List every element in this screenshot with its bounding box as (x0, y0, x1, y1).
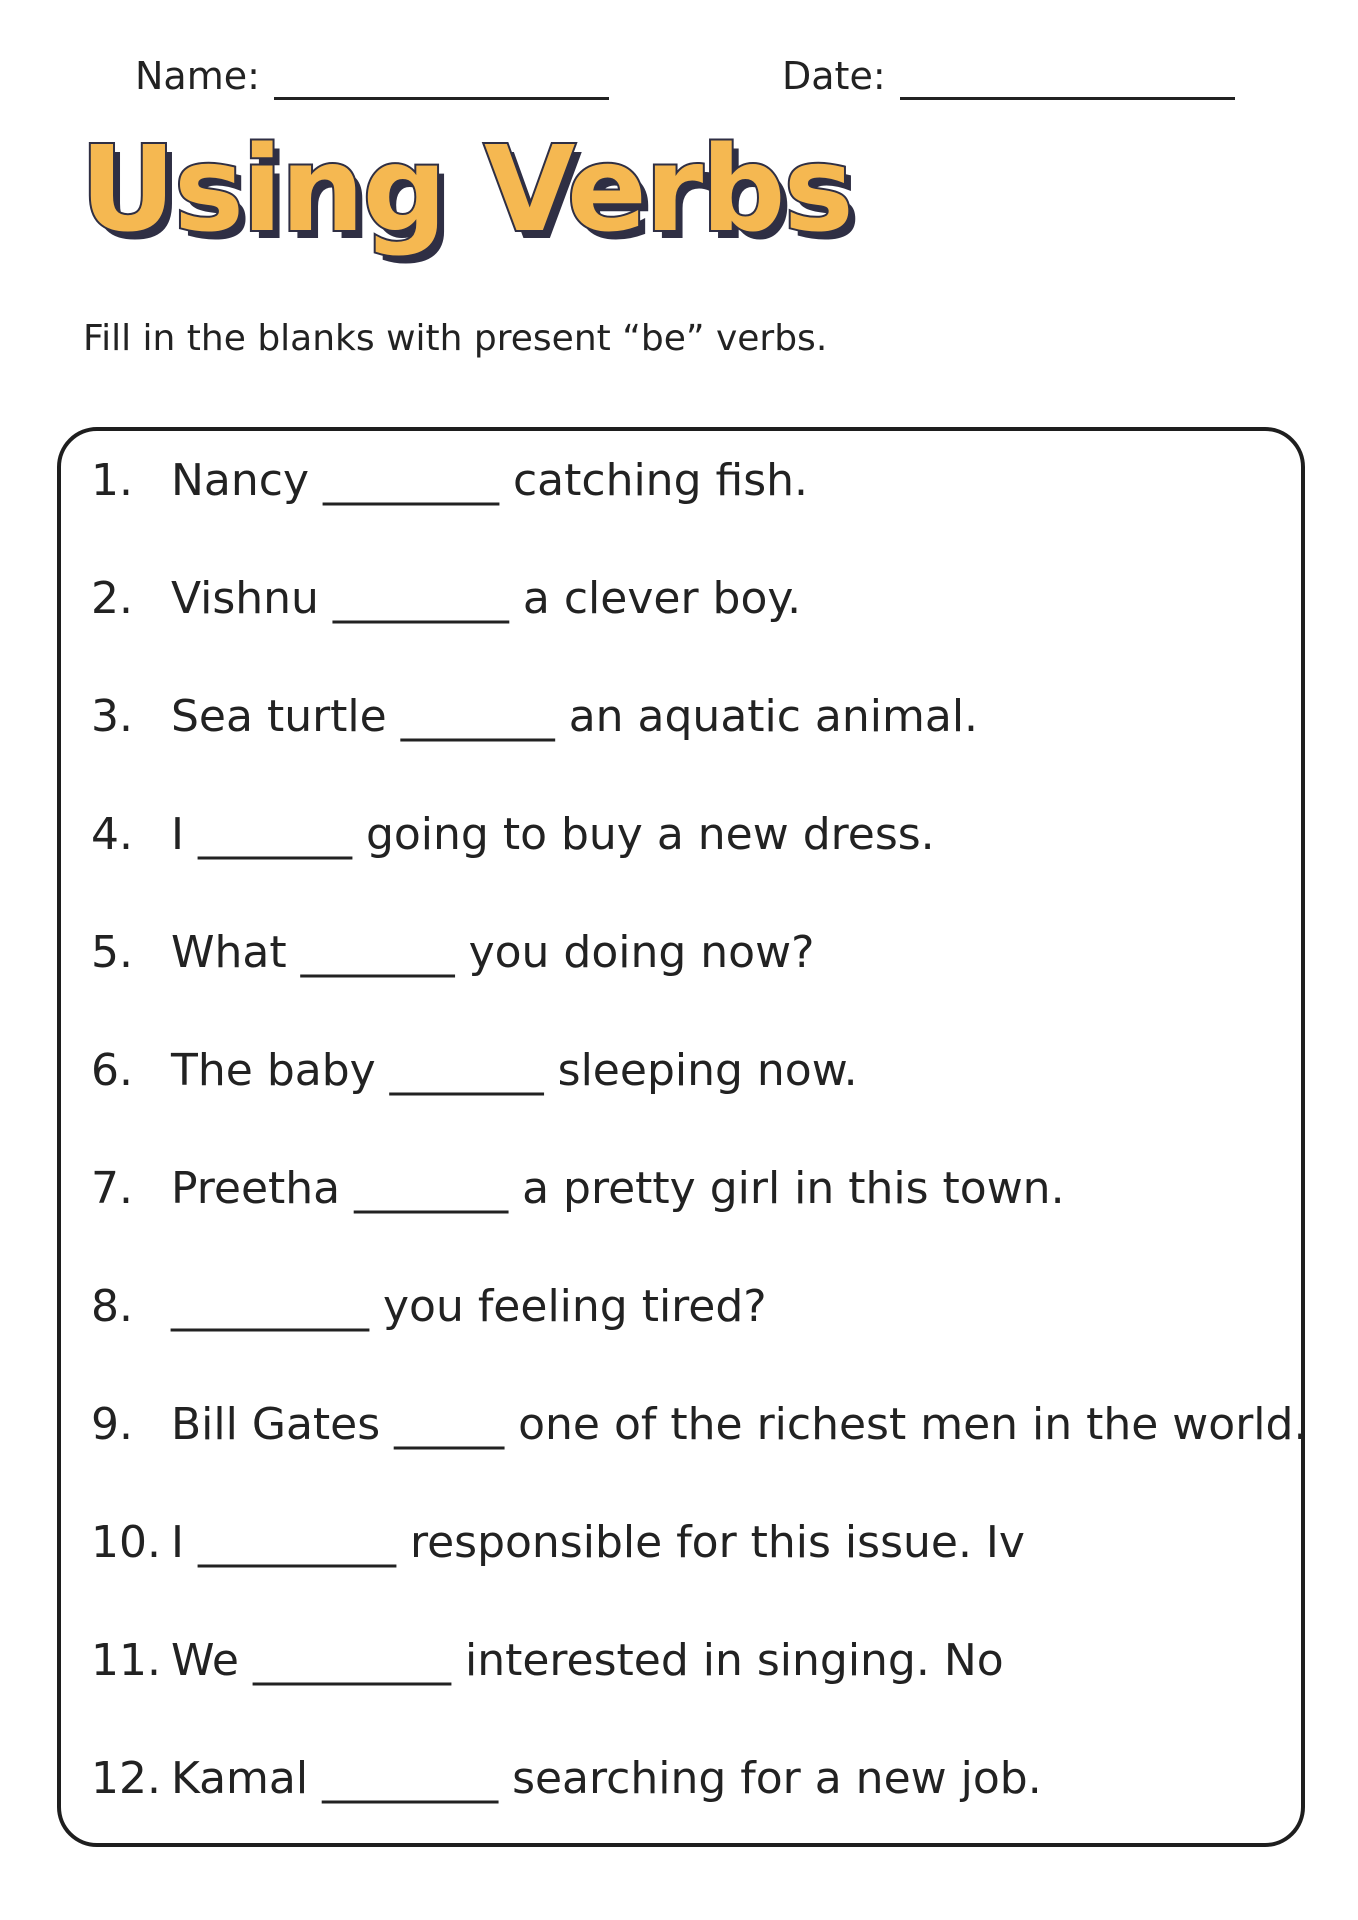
question-text: Kamal ________ searching for a new job. (171, 1753, 1042, 1804)
question-item (91, 1749, 1042, 1809)
question-text: We _________ interested in singing. No (171, 1635, 1004, 1686)
question-item (91, 1159, 1065, 1219)
question-item (91, 451, 808, 511)
question-item (91, 1513, 1025, 1573)
date-field (782, 52, 1235, 100)
question-number: 8. (91, 1281, 133, 1332)
question-number: 6. (91, 1045, 133, 1096)
name-label: Name: (135, 54, 260, 98)
name-blank-line[interactable] (274, 57, 609, 100)
question-number: 7. (91, 1163, 133, 1214)
question-text: I _________ responsible for this issue. Iv (171, 1517, 1025, 1568)
question-text: What _______ you doing now? (171, 927, 815, 978)
question-box (57, 427, 1308, 1847)
question-item (91, 569, 801, 629)
question-number: 12. (91, 1753, 161, 1804)
question-item (91, 687, 978, 747)
date-label: Date: (782, 54, 886, 98)
question-text: Sea turtle _______ an aquatic animal. (171, 691, 979, 742)
name-field (135, 52, 609, 100)
question-item (91, 1041, 858, 1101)
question-item (91, 1631, 1004, 1691)
header-row (0, 52, 1358, 112)
question-item (91, 805, 935, 865)
question-text: _________ you feeling tired? (171, 1281, 767, 1332)
question-number: 2. (91, 573, 133, 624)
question-number: 11. (91, 1635, 161, 1686)
instructions: Fill in the blanks with present “be” verbs. (83, 318, 828, 359)
question-number: 9. (91, 1399, 133, 1450)
question-text: Vishnu ________ a clever boy. (171, 573, 802, 624)
worksheet-title: Using Verbs (80, 120, 852, 258)
question-text: The baby _______ sleeping now. (171, 1045, 858, 1096)
question-number: 4. (91, 809, 133, 860)
question-item (91, 1277, 767, 1337)
question-number: 3. (91, 691, 133, 742)
date-blank-line[interactable] (900, 57, 1235, 100)
question-number: 10. (91, 1517, 161, 1568)
question-item (91, 923, 814, 983)
question-text: I _______ going to buy a new dress. (171, 809, 935, 860)
question-text: Nancy ________ catching fish. (171, 455, 808, 506)
question-number: 1. (91, 455, 133, 506)
question-text: Bill Gates _____ one of the richest men in the world. (171, 1399, 1308, 1450)
question-item (91, 1395, 1307, 1455)
question-number: 5. (91, 927, 133, 978)
question-text: Preetha _______ a pretty girl in this town. (171, 1163, 1065, 1214)
